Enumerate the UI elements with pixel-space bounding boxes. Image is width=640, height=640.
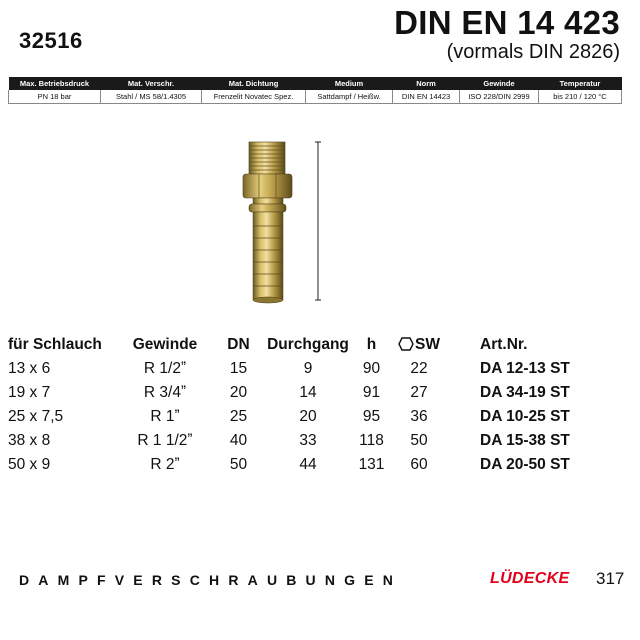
spec-header-cell: Mat. Verschr. bbox=[101, 77, 202, 90]
header-bore: Durchgang bbox=[267, 336, 349, 353]
cell-wrench-size: 50 bbox=[410, 432, 428, 449]
spec-value-cell: Frenzelit Novatec Spez. bbox=[202, 90, 306, 104]
header-article-no: Art.Nr. bbox=[480, 336, 528, 353]
cell-article-no: DA 34-19 ST bbox=[480, 384, 570, 401]
header-wrench-size bbox=[393, 333, 445, 357]
cell-thread: R 3/4ˮ bbox=[143, 384, 187, 401]
cell-bore: 44 bbox=[299, 456, 317, 473]
spec-header-cell: Mat. Dichtung bbox=[202, 77, 306, 90]
spec-value-cell: DIN EN 14423 bbox=[393, 90, 460, 104]
page-title: DIN EN 14 423 bbox=[394, 4, 620, 41]
spec-value-cell: ISO 228/DIN 2999 bbox=[460, 90, 539, 104]
cell-height: 131 bbox=[358, 456, 385, 473]
cell-wrench-size: 22 bbox=[410, 360, 428, 377]
hexagon-icon bbox=[398, 337, 414, 351]
column-spacer bbox=[445, 405, 480, 429]
collar bbox=[249, 198, 286, 212]
cell-hose: 25 x 7,5 bbox=[8, 408, 64, 425]
table-row bbox=[8, 381, 590, 405]
cell-bore: 20 bbox=[299, 408, 317, 425]
header-dn: DN bbox=[227, 336, 250, 353]
spec-header-cell: Temperatur bbox=[539, 77, 622, 90]
spec-header-cell: Gewinde bbox=[460, 77, 539, 90]
cell-height: 95 bbox=[362, 408, 381, 425]
spec-table bbox=[8, 77, 622, 104]
thread-section bbox=[249, 142, 285, 174]
cell-article-no: DA 20-50 ST bbox=[480, 456, 570, 473]
page-subtitle: (vormals DIN 2826) bbox=[446, 41, 620, 63]
header-height: h bbox=[366, 336, 377, 353]
table-row bbox=[8, 453, 590, 477]
cell-wrench-size: 36 bbox=[410, 408, 428, 425]
spec-header-cell: Medium bbox=[306, 77, 393, 90]
cell-dn: 20 bbox=[229, 384, 248, 401]
header-thread: Gewinde bbox=[132, 336, 198, 353]
cell-dn: 15 bbox=[229, 360, 248, 377]
column-spacer bbox=[445, 381, 480, 405]
spec-header-cell: Norm bbox=[393, 77, 460, 90]
cell-hose: 50 x 9 bbox=[8, 456, 51, 473]
column-spacer bbox=[445, 357, 480, 381]
cell-thread: R 1 1/2ˮ bbox=[137, 432, 193, 449]
table-row bbox=[8, 357, 590, 381]
footer-category: DAMPFVERSCHRAUBUNGEN bbox=[19, 572, 403, 588]
spec-value-cell: bis 210 / 120 °C bbox=[539, 90, 622, 104]
cell-height: 118 bbox=[359, 432, 384, 449]
brand-logo: LÜDECKE bbox=[490, 570, 570, 587]
table-row bbox=[8, 405, 590, 429]
cell-article-no: DA 10-25 ST bbox=[480, 408, 570, 425]
cell-dn: 50 bbox=[229, 456, 248, 473]
page-number: 317 bbox=[596, 569, 625, 588]
cell-thread: R 1ˮ bbox=[150, 408, 180, 425]
cell-article-no: DA 12-13 ST bbox=[480, 360, 570, 377]
column-spacer bbox=[445, 333, 480, 357]
column-spacer bbox=[445, 453, 480, 477]
cell-bore: 14 bbox=[299, 384, 317, 401]
cell-dn: 40 bbox=[229, 432, 248, 449]
cell-thread: R 1/2ˮ bbox=[143, 360, 187, 377]
cell-height: 91 bbox=[362, 384, 381, 401]
spec-header-cell: Max. Betriebsdruck bbox=[9, 77, 101, 90]
spec-header-row bbox=[9, 77, 622, 90]
cell-wrench-size: 60 bbox=[410, 456, 428, 473]
cell-hose: 13 x 6 bbox=[8, 360, 51, 377]
spec-value-cell: PN 18 bar bbox=[9, 90, 101, 104]
hex-nut bbox=[243, 174, 292, 198]
cell-bore: 33 bbox=[299, 432, 317, 449]
cell-dn: 25 bbox=[229, 408, 248, 425]
cell-hose: 38 x 8 bbox=[8, 432, 51, 449]
cell-height: 90 bbox=[362, 360, 381, 377]
article-number: 32516 bbox=[19, 28, 83, 53]
cell-hose: 19 x 7 bbox=[8, 384, 51, 401]
cell-article-no: DA 15-38 ST bbox=[480, 432, 570, 449]
header-sw-label: SW bbox=[415, 336, 440, 353]
height-dimension-line bbox=[315, 142, 321, 300]
spec-value-row bbox=[9, 90, 622, 104]
column-spacer bbox=[445, 429, 480, 453]
product-table bbox=[8, 333, 590, 477]
cell-bore: 9 bbox=[303, 360, 313, 377]
hose-fitting-image bbox=[235, 138, 330, 308]
header-hose: für Schlauch bbox=[8, 336, 102, 353]
product-header-row bbox=[8, 333, 590, 357]
spec-value-cell: Sattdampf / Heißw. bbox=[306, 90, 393, 104]
cell-thread: R 2ˮ bbox=[150, 456, 180, 473]
cell-wrench-size: 27 bbox=[410, 384, 428, 401]
table-row bbox=[8, 429, 590, 453]
hose-tail bbox=[253, 212, 283, 303]
spec-value-cell: Stahl / MS 58/1.4305 bbox=[101, 90, 202, 104]
